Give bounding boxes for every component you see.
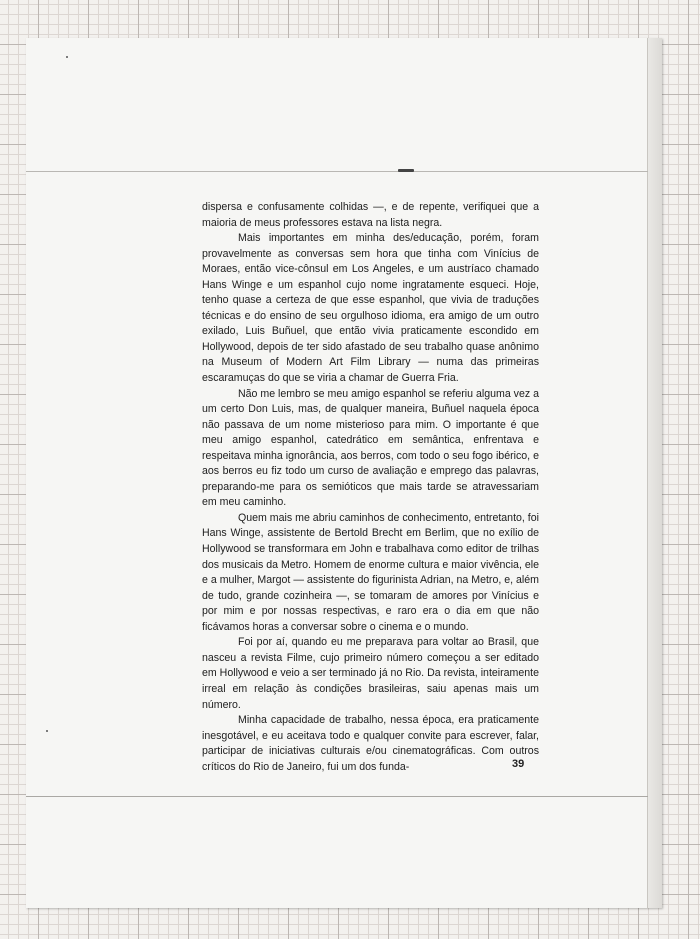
paper-speck [66, 56, 68, 58]
page-edge [647, 38, 662, 908]
fold-line-top [26, 171, 648, 172]
paragraph: Não me lembro se meu amigo espanhol se referiu alguma vez a um certo Don Luis, mas, de qualquer maneira, Buñuel naquela época não passava de um nome misterioso para mim. O importante é que meu amigo espanhol, catedrático em semântica, enfrentava e respeitava minha ignorância, aos berros, com todo o seu fogo ibérico, e aos berros eu fiz todo um curso de avaliação e emprego das palavras, preparando-me para os semióticos que mais tarde se atravessariam em meu caminho. [202, 387, 539, 509]
fold-line-bottom [26, 796, 648, 797]
ink-mark [398, 169, 414, 172]
paragraph: Mais importantes em minha des/educação, porém, foram provavelmente as conversas sem hora que tinha com Vinícius de Moraes, então vice-cônsul em Los Angeles, e um austríaco chamado Hans Winge e um espanhol cujo nome ingratamente esqueci. Hoje, tenho quase a certeza de que esse espanhol, que vivia de traduções técnicas e do ensino de seu orgulhoso idioma, era amigo de um outro exilado, Luis Buñuel, que então vivia praticamente escondido em Hollywood, depois de ter sido afastado de seu trabalho quase anônimo na Museum of Modern Art Film Library — numa das primeiras escaramuças do que se viria a chamar de Guerra Fria. [202, 232, 539, 385]
paragraph: Minha capacidade de trabalho, nessa época, era praticamente inesgotável, e eu aceitava todo e qualquer convite para escrever, falar, participar de iniciativas culturais e/ou cinematográficas. Com outros críticos do Rio de Janeiro, fui um dos funda- [202, 714, 539, 773]
paragraph: Quem mais me abriu caminhos de conhecimento, entretanto, foi Hans Winge, assistente de Bertold Brecht em Berlim, que no exílio de Hollywood se transformara em John e trabalhava como editor de trilhas dos musicais da Metro. Homem de enorme cultura e maior vivência, ele e a mulher, Margot — assistente do figurinista Adrian, na Metro, e, além de tudo, grande cozinheira —, se tomaram de amores por Vinícius e por mim e por nossas respectivas, e raro era o dia em que não ficávamos horas a conversar sobre o cinema e o mundo. [202, 511, 539, 633]
paragraph: dispersa e confusamente colhidas —, e de repente, verifiquei que a maioria de meus professores estava na lista negra. [202, 201, 539, 229]
paper-speck [46, 730, 48, 732]
paragraph: Foi por aí, quando eu me preparava para voltar ao Brasil, que nasceu a revista Filme, cujo primeiro número começou a ser editado em Hollywood e veio a ser terminado já no Rio. Da revista, inteiramente irreal em relação às condições brasileiras, saiu apenas mais um número. [202, 636, 539, 711]
body-text [202, 200, 539, 775]
page-number: 39 [512, 758, 525, 770]
